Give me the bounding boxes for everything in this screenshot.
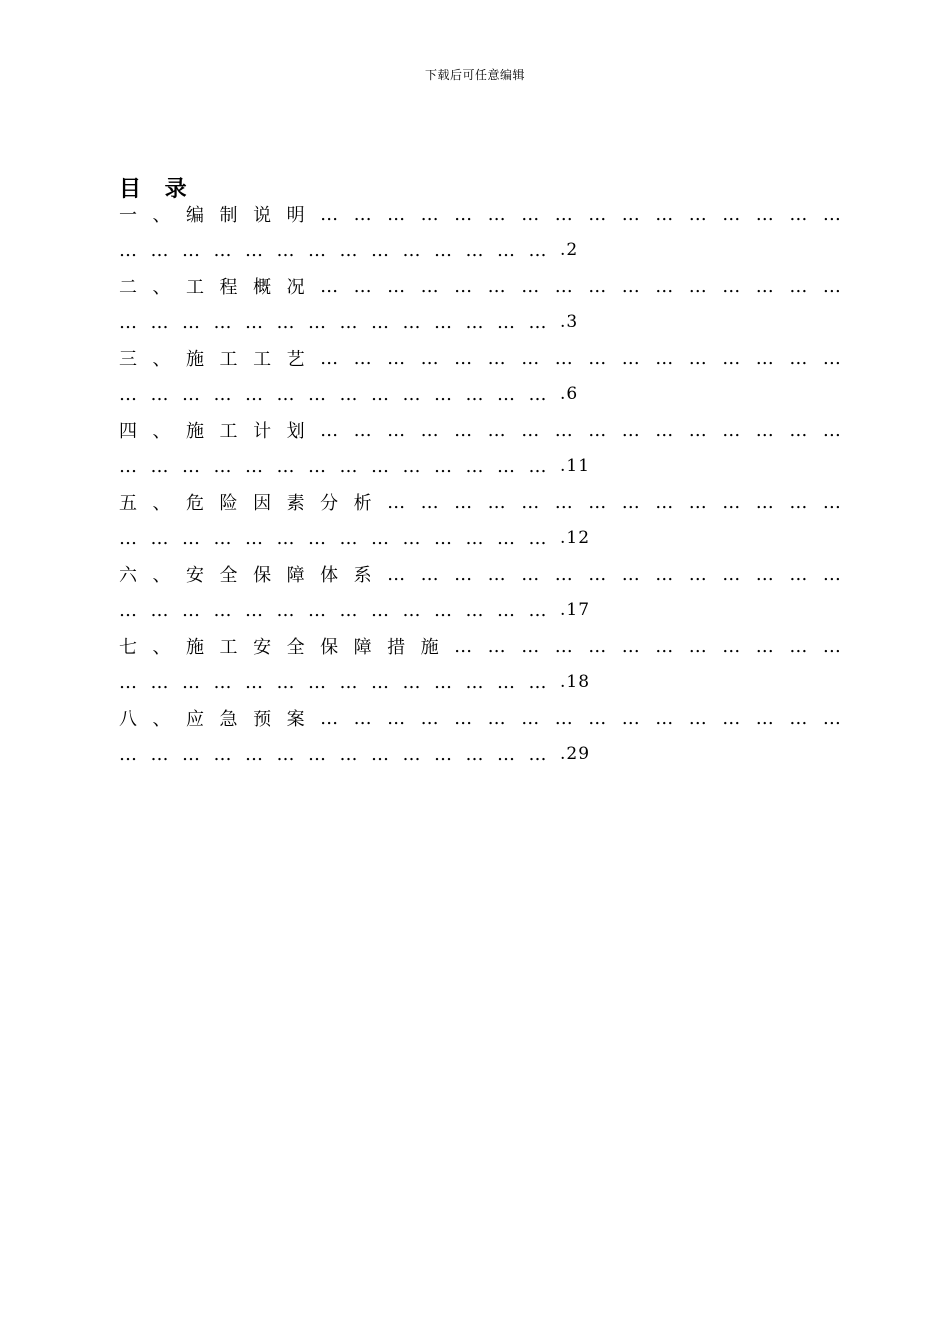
leader-dots: …	[521, 419, 540, 441]
toc-label-char: 施	[186, 421, 205, 442]
leader-dots: …	[621, 563, 640, 585]
leader-dots: …	[722, 419, 741, 441]
toc-label-char: 、	[152, 493, 171, 514]
leader-dots: …	[588, 347, 607, 369]
leader-dots: …	[554, 491, 573, 513]
toc-entry[interactable]	[119, 268, 841, 340]
leader-dots: …	[789, 707, 808, 729]
toc-label-char: 五	[119, 493, 137, 514]
leader-dots: …	[387, 275, 406, 297]
leader-dots: …	[688, 203, 707, 225]
leader-dots: ……………………………………	[119, 455, 560, 477]
toc-label-char: 施	[186, 637, 205, 658]
toc-label-char: 、	[152, 421, 171, 442]
leader-dots: …	[487, 635, 506, 657]
leader-dots: …	[554, 635, 573, 657]
leader-dots: …	[521, 491, 540, 513]
leader-dots: …	[420, 347, 439, 369]
leader-dots: …	[454, 707, 473, 729]
toc-label-char: 、	[152, 205, 171, 226]
leader-dots: …	[822, 203, 841, 225]
leader-dots: …	[722, 491, 741, 513]
leader-dots: …	[521, 275, 540, 297]
toc-label-char: 工	[219, 637, 238, 658]
leader-dots: …	[454, 347, 473, 369]
leader-dots: …	[789, 203, 808, 225]
toc-label-char: 全	[219, 565, 238, 586]
toc-entry-label-line	[119, 268, 841, 304]
leader-dots: …	[822, 707, 841, 729]
leader-dots: …	[320, 419, 339, 441]
toc-label-char: 析	[353, 493, 372, 514]
leader-dots: …	[722, 707, 741, 729]
leader-dots: …	[454, 635, 473, 657]
toc-entry[interactable]	[119, 628, 841, 700]
leader-dots: …	[420, 563, 439, 585]
toc-page-number: .11	[560, 456, 591, 476]
leader-dots: …	[588, 707, 607, 729]
toc-label-char: 概	[253, 277, 272, 298]
toc-label-char: 安	[186, 565, 205, 586]
leader-dots: …	[621, 419, 640, 441]
toc-entry-label-line	[119, 628, 841, 664]
leader-dots: ……………………………………	[119, 383, 560, 405]
leader-dots: …	[588, 419, 607, 441]
toc-label-char: 因	[253, 493, 272, 514]
leader-dots: ……………………………………	[119, 671, 560, 693]
leader-dots: …	[554, 419, 573, 441]
leader-dots: …	[487, 419, 506, 441]
leader-dots: …	[688, 635, 707, 657]
leader-dots: …	[688, 707, 707, 729]
leader-dots: ……………………………………	[119, 239, 560, 261]
toc-label-char: 分	[320, 493, 339, 514]
toc-label-char: 施	[186, 349, 205, 370]
toc-label-char: 、	[152, 637, 171, 658]
toc-page-number: .2	[560, 240, 579, 260]
leader-dots: …	[521, 635, 540, 657]
leader-dots: …	[420, 707, 439, 729]
toc-entry[interactable]	[119, 412, 841, 484]
leader-dots: …	[755, 563, 774, 585]
toc-label-char: 划	[286, 421, 305, 442]
leader-dots: …	[789, 635, 808, 657]
toc-entry-page-line	[119, 736, 841, 772]
toc-label-char: 措	[387, 637, 406, 658]
table-of-contents	[119, 196, 841, 772]
leader-dots: …	[688, 491, 707, 513]
toc-label-char: 艺	[286, 349, 305, 370]
leader-dots: …	[487, 563, 506, 585]
leader-dots: …	[387, 347, 406, 369]
toc-entry-label-line	[119, 196, 841, 232]
page-header: 下载后可任意编辑	[424, 68, 525, 82]
leader-dots: …	[621, 275, 640, 297]
leader-dots: …	[822, 347, 841, 369]
leader-dots: …	[588, 635, 607, 657]
toc-page-number: .12	[560, 528, 591, 548]
toc-label-char: 系	[353, 565, 372, 586]
leader-dots: …	[655, 347, 674, 369]
leader-dots: …	[487, 707, 506, 729]
leader-dots: …	[655, 203, 674, 225]
leader-dots: …	[755, 635, 774, 657]
toc-label-char: 六	[119, 565, 137, 586]
leader-dots: …	[420, 203, 439, 225]
toc-label-char: 案	[286, 709, 305, 730]
leader-dots: …	[621, 491, 640, 513]
leader-dots: …	[554, 347, 573, 369]
toc-label-char: 体	[320, 565, 339, 586]
toc-label-char: 七	[119, 637, 137, 658]
toc-label-char: 工	[219, 349, 238, 370]
toc-page-number: .3	[560, 312, 579, 332]
toc-label-char: 明	[286, 205, 305, 226]
toc-entry-page-line	[119, 376, 841, 412]
leader-dots: …	[454, 203, 473, 225]
toc-label-char: 全	[286, 637, 305, 658]
leader-dots: …	[521, 563, 540, 585]
toc-entry[interactable]	[119, 196, 841, 268]
leader-dots: …	[822, 563, 841, 585]
leader-dots: …	[320, 203, 339, 225]
leader-dots: …	[822, 491, 841, 513]
leader-dots: …	[454, 419, 473, 441]
leader-dots: …	[454, 563, 473, 585]
toc-entry[interactable]	[119, 700, 841, 772]
leader-dots: …	[621, 707, 640, 729]
toc-label-char: 素	[286, 493, 305, 514]
toc-label-char: 工	[253, 349, 272, 370]
toc-entry-label-line	[119, 556, 841, 592]
leader-dots: …	[755, 491, 774, 513]
toc-label-char: 况	[286, 277, 305, 298]
leader-dots: …	[487, 275, 506, 297]
leader-dots: …	[688, 419, 707, 441]
toc-label-char: 障	[286, 565, 305, 586]
leader-dots: …	[521, 203, 540, 225]
leader-dots: …	[789, 275, 808, 297]
leader-dots: …	[420, 419, 439, 441]
leader-dots: ……………………………………	[119, 743, 560, 765]
toc-entry-page-line	[119, 448, 841, 484]
toc-label-char: 急	[219, 709, 238, 730]
leader-dots: …	[353, 419, 372, 441]
leader-dots: …	[454, 491, 473, 513]
leader-dots: …	[655, 563, 674, 585]
leader-dots: …	[588, 491, 607, 513]
leader-dots: …	[487, 203, 506, 225]
toc-entry-label-line	[119, 412, 841, 448]
toc-entry-page-line	[119, 664, 841, 700]
toc-label-char: 保	[253, 565, 272, 586]
leader-dots: …	[588, 275, 607, 297]
leader-dots: …	[789, 491, 808, 513]
leader-dots: …	[822, 419, 841, 441]
leader-dots: …	[554, 563, 573, 585]
leader-dots: …	[655, 635, 674, 657]
toc-label-char: 保	[320, 637, 339, 658]
leader-dots: …	[789, 419, 808, 441]
toc-entry-label-line	[119, 340, 841, 376]
leader-dots: …	[688, 275, 707, 297]
toc-page-number: .6	[560, 384, 579, 404]
leader-dots: …	[755, 707, 774, 729]
leader-dots: …	[387, 563, 406, 585]
toc-label-char: 、	[152, 277, 171, 298]
toc-label-char: 、	[152, 565, 171, 586]
toc-entry[interactable]	[119, 556, 841, 628]
leader-dots: …	[688, 347, 707, 369]
leader-dots: …	[387, 203, 406, 225]
leader-dots: …	[353, 275, 372, 297]
leader-dots: …	[387, 491, 406, 513]
leader-dots: …	[487, 347, 506, 369]
leader-dots: …	[655, 419, 674, 441]
toc-label-char: 工	[186, 277, 205, 298]
leader-dots: …	[755, 203, 774, 225]
leader-dots: …	[822, 275, 841, 297]
toc-label-char: 应	[186, 709, 205, 730]
leader-dots: ……………………………………	[119, 527, 560, 549]
leader-dots: …	[789, 563, 808, 585]
toc-label-char: 安	[253, 637, 272, 658]
leader-dots: …	[755, 347, 774, 369]
toc-page-number: .29	[560, 744, 591, 764]
leader-dots: …	[722, 563, 741, 585]
leader-dots: …	[320, 347, 339, 369]
toc-label-char: 险	[219, 493, 238, 514]
toc-label-char: 三	[119, 349, 137, 370]
toc-entry[interactable]	[119, 340, 841, 412]
leader-dots: …	[454, 275, 473, 297]
leader-dots: …	[722, 203, 741, 225]
leader-dots: …	[621, 347, 640, 369]
leader-dots: …	[420, 491, 439, 513]
leader-dots: …	[387, 707, 406, 729]
leader-dots: …	[655, 707, 674, 729]
leader-dots: …	[688, 563, 707, 585]
leader-dots: …	[554, 203, 573, 225]
leader-dots: …	[621, 203, 640, 225]
leader-dots: …	[822, 635, 841, 657]
toc-label-char: 施	[420, 637, 439, 658]
toc-title: 目 录	[119, 177, 195, 202]
toc-label-char: 二	[119, 277, 137, 298]
leader-dots: …	[722, 635, 741, 657]
leader-dots: …	[353, 347, 372, 369]
leader-dots: …	[588, 203, 607, 225]
leader-dots: …	[320, 275, 339, 297]
toc-entry-page-line	[119, 520, 841, 556]
toc-label-char: 、	[152, 709, 171, 730]
toc-label-char: 计	[253, 421, 272, 442]
toc-entry-label-line	[119, 484, 841, 520]
leader-dots: ……………………………………	[119, 599, 560, 621]
toc-label-char: 障	[353, 637, 372, 658]
leader-dots: …	[755, 275, 774, 297]
leader-dots: …	[588, 563, 607, 585]
toc-label-char: 程	[219, 277, 238, 298]
leader-dots: …	[353, 707, 372, 729]
toc-entry[interactable]	[119, 484, 841, 556]
toc-entry-page-line	[119, 592, 841, 628]
leader-dots: …	[487, 491, 506, 513]
leader-dots: …	[554, 275, 573, 297]
leader-dots: …	[521, 707, 540, 729]
toc-entry-label-line	[119, 700, 841, 736]
leader-dots: …	[722, 275, 741, 297]
toc-page-number: .18	[560, 672, 591, 692]
leader-dots: …	[755, 419, 774, 441]
leader-dots: …	[722, 347, 741, 369]
leader-dots: …	[387, 419, 406, 441]
toc-label-char: 危	[186, 493, 205, 514]
leader-dots: ……………………………………	[119, 311, 560, 333]
toc-label-char: 、	[152, 349, 171, 370]
toc-label-char: 八	[119, 709, 137, 730]
leader-dots: …	[655, 275, 674, 297]
leader-dots: …	[353, 203, 372, 225]
toc-entry-page-line	[119, 304, 841, 340]
toc-label-char: 说	[253, 205, 272, 226]
leader-dots: …	[521, 347, 540, 369]
toc-label-char: 工	[219, 421, 238, 442]
leader-dots: …	[554, 707, 573, 729]
toc-label-char: 制	[219, 205, 238, 226]
leader-dots: …	[655, 491, 674, 513]
leader-dots: …	[789, 347, 808, 369]
leader-dots: …	[621, 635, 640, 657]
toc-label-char: 一	[119, 205, 137, 226]
toc-label-char: 编	[186, 205, 205, 226]
leader-dots: …	[320, 707, 339, 729]
leader-dots: …	[420, 275, 439, 297]
toc-label-char: 四	[119, 421, 137, 442]
toc-entry-page-line	[119, 232, 841, 268]
toc-page-number: .17	[560, 600, 591, 620]
toc-label-char: 预	[253, 709, 272, 730]
